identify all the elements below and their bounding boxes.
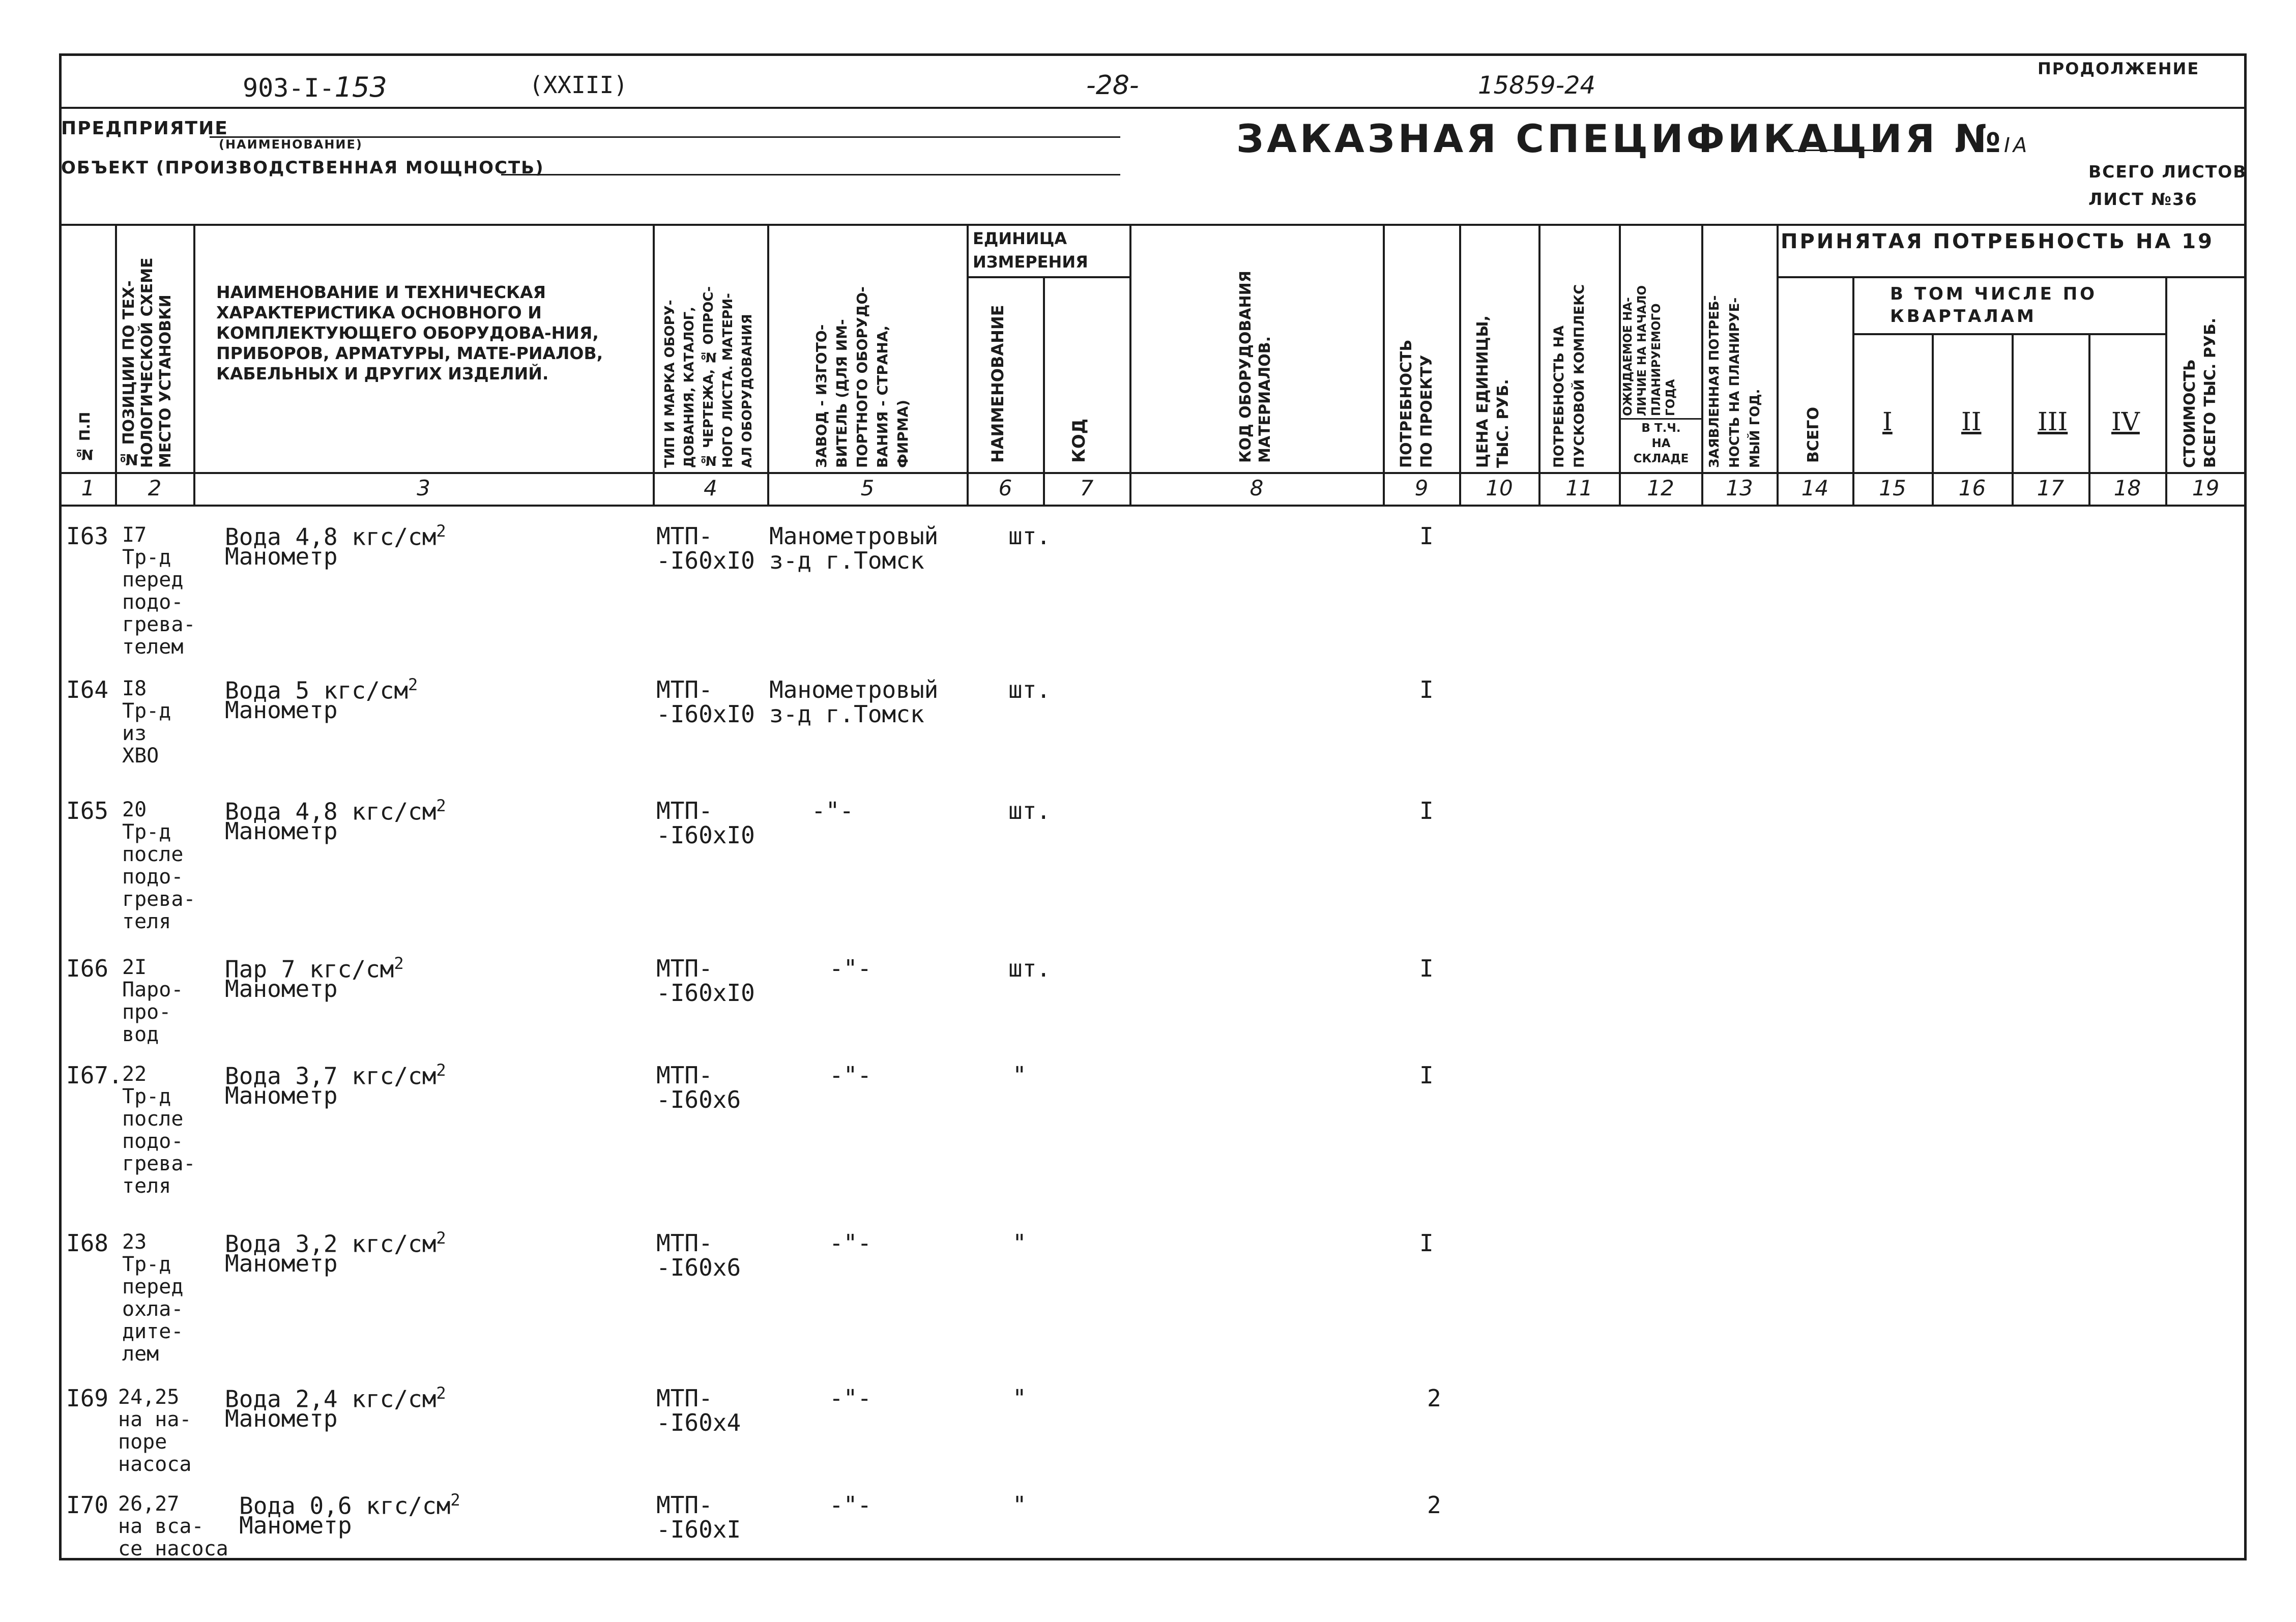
- col-line-6: [1043, 276, 1045, 505]
- row-name: Вода 0,6 кгс/$см^2$: [239, 1490, 460, 1520]
- enterprise-label: ПРЕДПРИЯТИЕ: [61, 118, 228, 139]
- row-name-sub: Манометр: [225, 1250, 338, 1277]
- header-divider: [59, 107, 2247, 109]
- page-number: -28-: [1086, 70, 1139, 101]
- quarters-group-line: [1852, 333, 2165, 335]
- col-number: 14: [1801, 476, 1829, 500]
- row-name-sub: Манометр: [225, 543, 338, 570]
- col10-header: ЦЕНА ЕДИНИЦЫ, ТЫС. РУБ.: [1474, 315, 1512, 468]
- row-type: МТП- -I60х6: [656, 1229, 741, 1281]
- col-line-2: [193, 224, 195, 505]
- row-no: I68: [66, 1229, 109, 1257]
- row-type: МТП- -I60хI0: [656, 797, 755, 849]
- col-line-14: [1852, 276, 1854, 505]
- col14-header: ВСЕГО: [1805, 407, 1822, 463]
- row-plant: Манометровый з-д г.Томск: [769, 676, 939, 728]
- col-line-9: [1459, 224, 1461, 505]
- col-number: 11: [1565, 476, 1593, 500]
- row-position: 23 Тр-д перед охла- дите- лем: [122, 1230, 184, 1366]
- col-number: 19: [2192, 476, 2220, 500]
- row-no: I64: [66, 676, 109, 703]
- col8-header: КОД ОБОРУДОВАНИЯ МАТЕРИАЛОВ.: [1237, 271, 1274, 463]
- row-name: Пар 7 кгс/$см^2$: [225, 954, 404, 983]
- row-name: Вода 4,8 кгс/$см^2$: [225, 521, 446, 551]
- row-name-sub: Манометр: [225, 817, 338, 845]
- unit-group-line: [967, 276, 1129, 278]
- row-name: Вода 2,4 кгс/$см^2$: [225, 1383, 446, 1413]
- doc-code-handwritten: 153: [334, 71, 387, 103]
- col-number: 9: [1414, 476, 1429, 500]
- accepted-group-line: [1777, 276, 2247, 278]
- row-name: Вода 4,8 кгс/$см^2$: [225, 796, 446, 825]
- col12-split-line: [1619, 418, 1701, 420]
- col-number: 1: [81, 476, 95, 500]
- row-type: МТП- -I60хI0: [656, 955, 755, 1007]
- col-line-18: [2165, 276, 2167, 505]
- row-name-sub: Манометр: [225, 975, 338, 1002]
- row-unit: ": [1012, 1491, 1027, 1519]
- row-plant: -"-: [829, 1061, 872, 1089]
- col7-header: КОД: [1069, 419, 1089, 463]
- row-no: I67.: [66, 1061, 123, 1089]
- spec-number: IА: [2004, 134, 2030, 157]
- row-unit: шт.: [1008, 676, 1051, 703]
- col-line-1: [115, 224, 117, 505]
- row-qty: I: [1419, 797, 1434, 824]
- row-type: МТП- -I60хI0: [656, 522, 755, 574]
- row-name-sub: Манометр: [225, 1405, 338, 1432]
- row-position: I8 Тр-д из ХВО: [122, 677, 171, 768]
- spec-number-underline: [1791, 150, 1877, 151]
- row-plant: Манометровый з-д г.Томск: [769, 522, 939, 574]
- col-line-13: [1777, 224, 1779, 505]
- col-number: 18: [2113, 476, 2141, 500]
- row-position: 20 Тр-д после подо- грева- теля: [122, 798, 196, 933]
- row-position: 26,27 на вса- се насоса: [118, 1492, 228, 1560]
- row-plant: -"-: [811, 797, 854, 824]
- object-underline: [501, 174, 1120, 175]
- doc-code: 903-I-153: [243, 71, 387, 103]
- col-number: 8: [1249, 476, 1264, 500]
- row-plant: -"-: [829, 1491, 872, 1519]
- col-number: 7: [1080, 476, 1094, 500]
- row-name: Вода 3,2 кгс/$см^2$: [225, 1228, 446, 1258]
- row-position: 2I Паро- про- вод: [122, 956, 184, 1046]
- row-qty: I: [1419, 522, 1434, 550]
- col3-header: НАИМЕНОВАНИЕ И ТЕХНИЧЕСКАЯ ХАРАКТЕРИСТИКА ОСНОВНОГО И КОМПЛЕКТУЮЩЕГО ОБОРУДОВА-НИЯ, ПРИБОРОВ, АРМАТУРЫ, МАТЕ-РИАЛОВ, КАБЕЛЬНЫХ И ДРУГИХ ИЗДЕЛИЙ.: [216, 282, 603, 384]
- accepted-header: ПРИНЯТАЯ ПОТРЕБНОСТЬ НА 19: [1781, 230, 2214, 253]
- row-no: I69: [66, 1384, 109, 1412]
- col19-header: СТОИМОСТЬ ВСЕГО ТЫС. РУБ.: [2181, 317, 2219, 468]
- col-number: 17: [2037, 476, 2065, 500]
- row-type: МТП- -I60х4: [656, 1384, 741, 1436]
- col16-header: II: [1961, 407, 1982, 436]
- numbers-bottom-line: [59, 505, 2247, 507]
- enterprise-hint: (НАИМЕНОВАНИЕ): [219, 137, 363, 152]
- row-no: I66: [66, 955, 109, 982]
- col-number: 6: [998, 476, 1012, 500]
- col-line-10: [1538, 224, 1541, 505]
- row-no: I63: [66, 522, 109, 550]
- unit-group-header: ЕДИНИЦА ИЗМЕРЕНИЯ: [973, 229, 1088, 272]
- row-qty: 2: [1427, 1384, 1441, 1412]
- row-qty: I: [1419, 1061, 1434, 1089]
- row-name-sub: Манометр: [225, 1082, 338, 1109]
- continuation-label: ПРОДОЛЖЕНИЕ: [2038, 59, 2200, 78]
- total-sheets: ВСЕГО ЛИСТОВ: [2088, 162, 2247, 182]
- col-number: 5: [860, 476, 875, 500]
- row-position: 24,25 на на- поре насоса: [118, 1385, 192, 1476]
- row-plant: -"-: [829, 1229, 872, 1257]
- col-line-5: [967, 224, 969, 505]
- col2-header: № ПОЗИЦИИ ПО ТЕХ- НОЛОГИЧЕСКОЙ СХЕМЕ МЕСТО УСТАНОВКИ: [120, 257, 175, 468]
- row-qty: 2: [1427, 1491, 1441, 1519]
- row-plant: -"-: [829, 955, 872, 982]
- col6-header: НАИМЕНОВАНИЕ: [988, 305, 1007, 463]
- col-number: 16: [1958, 476, 1986, 500]
- row-name-sub: Манометр: [225, 696, 338, 724]
- col-number: 13: [1726, 476, 1753, 500]
- col-line-4: [767, 224, 769, 505]
- col-line-12: [1701, 224, 1703, 505]
- col-line-3: [653, 224, 655, 505]
- row-unit: шт.: [1008, 797, 1051, 824]
- object-label: ОБЪЕКТ (ПРОИЗВОДСТВЕННАЯ МОЩНОСТЬ): [61, 158, 544, 178]
- row-no: I65: [66, 797, 109, 824]
- row-unit: ": [1012, 1384, 1027, 1412]
- row-plant: -"-: [829, 1384, 872, 1412]
- row-unit: ": [1012, 1229, 1027, 1257]
- col4-header: ТИП И МАРКА ОБОРУ- ДОВАНИЯ, КАТАЛОГ, № ЧЕРТЕЖА, № ОПРОС- НОГО ЛИСТА. МАТЕРИ- АЛ ОБОРУДОВАНИЯ: [662, 286, 755, 468]
- row-qty: I: [1419, 676, 1434, 703]
- sheet-number: ЛИСТ №36: [2088, 189, 2198, 209]
- row-qty: I: [1419, 1229, 1434, 1257]
- col11-header: ПОТРЕБНОСТЬ НА ПУСКОВОЙ КОМПЛЕКС: [1551, 284, 1587, 468]
- stamp-number: 15859-24: [1478, 71, 1596, 100]
- table-top-line: [59, 224, 2247, 226]
- col-number: 12: [1647, 476, 1674, 500]
- row-no: I70: [66, 1491, 109, 1519]
- col12-header: ОЖИДАЕМОЕ НА- ЛИЧИЕ НА НАЧАЛО ПЛАНИРУЕМОГО ГОДА: [1621, 285, 1677, 416]
- row-position: I7 Тр-д перед подо- грева- телем: [122, 523, 196, 659]
- quarters-group-header: В ТОМ ЧИСЛЕ ПО КВАРТАЛАМ: [1890, 284, 2098, 327]
- spec-title: ЗАКАЗНАЯ СПЕЦИФИКАЦИЯ №IА: [1236, 116, 2030, 161]
- row-position: 22 Тр-д после подо- грева- теля: [122, 1063, 196, 1198]
- col18-header: IV: [2111, 407, 2140, 436]
- header-bottom-line: [59, 472, 2247, 474]
- row-name-sub: Манометр: [239, 1512, 352, 1539]
- row-name: Вода 3,7 кгс/$см^2$: [225, 1060, 446, 1090]
- col15-header: I: [1882, 407, 1893, 436]
- volume: (XXIII): [529, 71, 628, 99]
- row-unit: шт.: [1008, 955, 1051, 982]
- row-qty: I: [1419, 955, 1434, 982]
- col-line-8: [1383, 224, 1385, 505]
- row-unit: ": [1012, 1061, 1027, 1089]
- col-line-7: [1129, 224, 1131, 505]
- row-type: МТП- -I60хI: [656, 1491, 741, 1543]
- col9-header: ПОТРЕБНОСТЬ ПО ПРОЕКТУ: [1398, 339, 1436, 468]
- row-name: Вода 5 кгс/$см^2$: [225, 675, 418, 704]
- col12b-header: В Т.Ч. НА СКЛАДЕ: [1633, 422, 1689, 465]
- col1-header: № П.П: [76, 411, 93, 463]
- col5-header: ЗАВОД - ИЗГОТО- ВИТЕЛЬ (ДЛЯ ИМ- ПОРТНОГО ОБОРУДО- ВАНИЯ - СТРАНА, ФИРМА): [813, 286, 911, 468]
- row-type: МТП- -I60х6: [656, 1061, 741, 1113]
- col17-header: III: [2038, 407, 2068, 436]
- col13-header: ЗАЯВЛЕННАЯ ПОТРЕБ- НОСТЬ НА ПЛАНИРУЕ- МЫЙ ГОД.: [1707, 295, 1763, 468]
- col-number: 3: [417, 476, 430, 500]
- col-number: 4: [704, 476, 717, 500]
- row-unit: шт.: [1008, 522, 1051, 550]
- col-number: 10: [1486, 476, 1513, 500]
- col-number: 15: [1879, 476, 1906, 500]
- col-number: 2: [148, 476, 162, 500]
- row-type: МТП- -I60хI0: [656, 676, 755, 728]
